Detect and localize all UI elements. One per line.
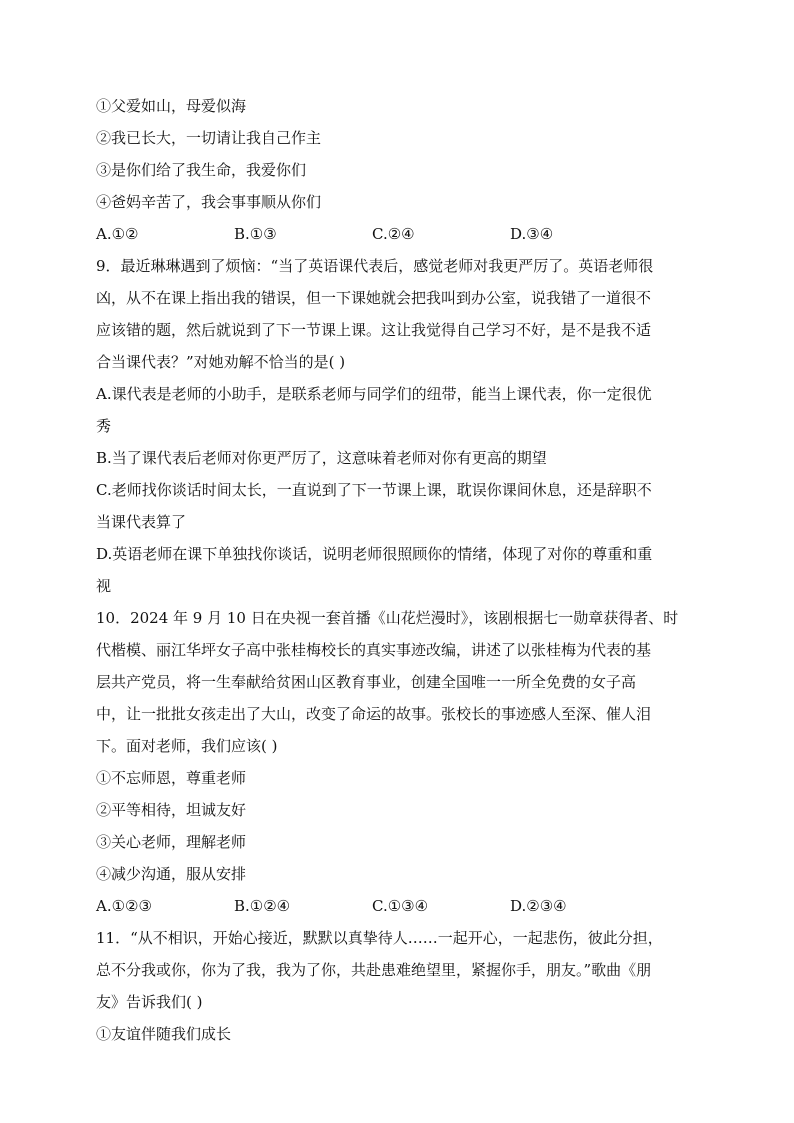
q10-option-b: B.①②④: [234, 897, 291, 915]
q8-option-b: B.①③: [234, 225, 277, 243]
q9-option-c-line-2: 当课代表算了: [96, 513, 187, 531]
q10-option-a: A.①②③: [96, 897, 152, 915]
q8-option-a: A.①②: [96, 225, 139, 243]
q11-stem-line-2: 总不分我或你，你为了我，我为了你，共赴患难绝望里，紧握你手，朋友。”歌曲《朋: [96, 961, 652, 979]
q10-statement-4: ④减少沟通，服从安排: [96, 865, 247, 883]
q9-stem-line-1: 9．最近琳琳遇到了烦恼：“当了英语课代表后，感觉老师对我更严厉了。英语老师很: [96, 257, 654, 275]
q8-statement-4: ④爸妈辛苦了，我会事事顺从你们: [96, 193, 322, 211]
q10-stem-line-1: 10．2024 年 9 月 10 日在央视一套首播《山花烂漫时》，该剧根据七一勋章获得者、时: [96, 609, 679, 627]
q11-statement-1: ①友谊伴随我们成长: [96, 1025, 232, 1043]
q8-option-c: C.②④: [372, 225, 415, 243]
q11-stem-line-3: 友》告诉我们( ): [96, 993, 203, 1011]
q10-stem-line-5: 下。面对老师，我们应该( ): [96, 737, 278, 755]
q10-stem-line-4: 中，让一批批女孩走出了大山，改变了命运的故事。张校长的事迹感人至深、催人泪: [96, 705, 652, 723]
q8-statement-3: ③是你们给了我生命，我爱你们: [96, 161, 307, 179]
q9-option-a-line-1: A.课代表是老师的小助手，是联系老师与同学们的纽带，能当上课代表，你一定很优: [96, 385, 652, 403]
q10-stem-line-3: 层共产党员，将一生奉献给贫困山区教育事业，创建全国唯一一所全免费的女子高: [96, 673, 637, 691]
q8-statement-1: ①父爱如山，母爱似海: [96, 97, 247, 115]
q8-option-d: D.③④: [510, 225, 554, 243]
q9-stem-line-3: 应该错的题，然后就说到了下一节课上课。这让我觉得自己学习不好，是不是我不适: [96, 321, 652, 339]
q10-option-c: C.①③④: [372, 897, 429, 915]
q9-option-a-line-2: 秀: [96, 417, 112, 435]
q9-option-b: B.当了课代表后老师对你更严厉了，这意味着老师对你有更高的期望: [96, 449, 547, 467]
q9-stem-line-4: 合当课代表？”对她劝解不恰当的是( ): [96, 353, 346, 371]
q9-stem-line-2: 凶，从不在课上指出我的错误，但一下课她就会把我叫到办公室，说我错了一道很不: [96, 289, 652, 307]
q10-stem-line-2: 代楷模、丽江华坪女子高中张桂梅校长的真实事迹改编，讲述了以张桂梅为代表的基: [96, 641, 652, 659]
q10-option-d: D.②③④: [510, 897, 567, 915]
q11-stem-line-1: 11．“从不相识，开始心接近，默默以真挚待人……一起开心，一起悲伤，彼此分担，: [96, 929, 663, 947]
q10-statement-1: ①不忘师恩，尊重老师: [96, 769, 247, 787]
q10-statement-3: ③关心老师，理解老师: [96, 833, 247, 851]
q9-option-d-line-1: D.英语老师在课下单独找你谈话，说明老师很照顾你的情绪，体现了对你的尊重和重: [96, 545, 653, 563]
q8-statement-2: ②我已长大，一切请让我自己作主: [96, 129, 322, 147]
q9-option-c-line-1: C.老师找你谈话时间太长，一直说到了下一节课上课，耽误你课间休息，还是辞职不: [96, 481, 652, 499]
q10-statement-2: ②平等相待，坦诚友好: [96, 801, 247, 819]
q9-option-d-line-2: 视: [96, 577, 112, 595]
